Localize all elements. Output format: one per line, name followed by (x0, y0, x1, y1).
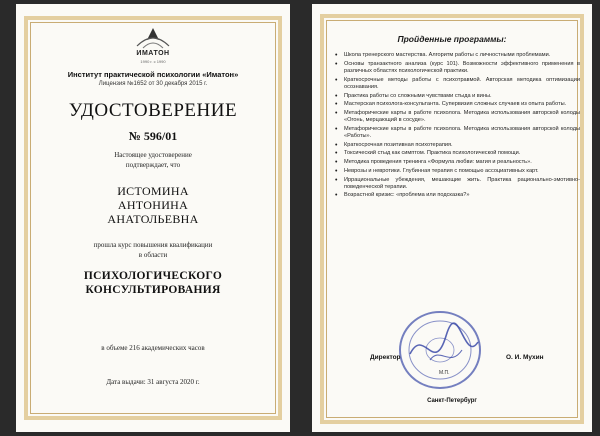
stamp-place-label: М.П. (439, 370, 450, 376)
intro-line-2: подтверждает, что (125, 161, 181, 169)
program-item: • Метафорические карты в работе психолога. Методика использования авторской колоды «Работы». (332, 126, 580, 140)
passed-text (16, 240, 290, 260)
director-label: Директор (370, 354, 401, 361)
program-item: • Школа тренерского мастерства. Алгоритм работы с личностными проблемами. (332, 52, 580, 59)
course-line-1: ПСИХОЛОГИЧЕСКОГО (83, 270, 223, 282)
city-name: Санкт-Петербург (427, 398, 477, 404)
hours-volume: в объеме 216 академических часов (101, 344, 205, 352)
certificate-number: № 596/01 (128, 129, 178, 143)
official-stamp-icon (390, 306, 500, 392)
passed-line-2: в области (138, 251, 168, 259)
program-item: • Методика проведения тренинга «Формула любви: магия и реальность». (332, 159, 580, 166)
issue-date: Дата выдачи: 31 августа 2020 г. (106, 378, 200, 386)
certificate-back-page (312, 4, 592, 432)
document-title: УДОСТОВЕРЕНИЕ (68, 100, 238, 121)
patronymic: АНАТОЛЬЕВНА (107, 212, 199, 226)
holder-name (16, 184, 290, 226)
programs-list (332, 52, 580, 201)
surname: ИСТОМИНА (117, 184, 189, 198)
programs-heading: Пройденные программы: (397, 34, 507, 44)
license-line: Лицензия №1652 от 30 декабря 2015 г. (98, 81, 208, 87)
program-item: • Краткосрочная позитивная психотерапия. (332, 142, 580, 149)
certificate-front-page (16, 4, 290, 432)
intro-text (16, 150, 290, 170)
logo-wordmark: ИМАТОН (136, 50, 170, 57)
director-name: О. И. Мухин (506, 354, 544, 361)
program-item: • Мастерская психолога-консультанта. Супервизия сложных случаев из опыта работы. (332, 101, 580, 108)
program-item: • Краткосрочные методы работы с психотравмой. Авторская методика оптимизации осознавания. (332, 77, 580, 91)
institute-name: Институт практической психологии «Иматон» (67, 70, 239, 79)
program-item: • Иррациональные убеждения, мешающие жить. Практика рационально-эмотивно-поведенческой терапии. (332, 177, 580, 191)
program-item: • Практика работы со сложными чувствами стыда и вины. (332, 93, 580, 100)
first-name: АНТОНИНА (117, 198, 189, 212)
program-item: • Возрастной кризис: «проблема или подсказка?» (332, 192, 580, 199)
program-item: • Основы транзактного анализа (курс 101). Возможности эффективного применения в различных областях психологической практики. (332, 61, 580, 75)
course-line-2: КОНСУЛЬТИРОВАНИЯ (85, 284, 221, 296)
program-item: • Неврозы и невротики. Глубинная терапия с помощью ассоциативных карт. (332, 168, 580, 175)
program-item: • Токсический стыд как симптом. Практика психологической помощи. (332, 150, 580, 157)
passed-line-1: прошла курс повышения квалификации (93, 241, 213, 249)
intro-line-1: Настоящее удостоверение (114, 151, 192, 159)
program-item: • Метафорические карты в работе психолога. Методика использования авторской колоды «Огонь, мерцающий в сосуде». (332, 110, 580, 124)
course-title (16, 269, 290, 297)
logo-subtitle: 1990 г. с 1990 (140, 59, 166, 64)
